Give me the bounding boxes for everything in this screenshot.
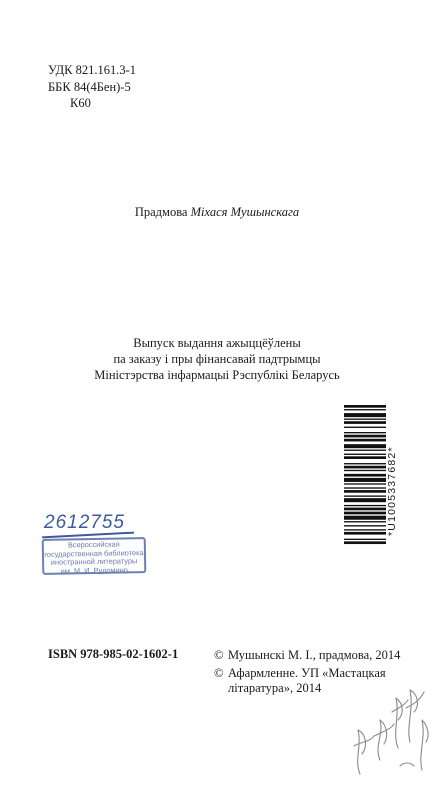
barcode-bar [344,419,386,420]
barcode-bar [344,470,386,471]
barcode-bar [344,539,386,540]
barcode-bar [344,444,386,448]
barcode-bar [344,432,386,433]
barcode-bar [344,532,386,535]
copyright-text-1: Мушынскі М. І., прадмова, 2014 [228,648,401,662]
barcode-bar [344,490,386,493]
isbn: ISBN 978-985-02-1602-1 [48,647,179,661]
udk-code: УДК 821.161.3-1 [48,63,136,77]
barcode-bar [344,427,386,428]
barcode-bar [344,478,386,482]
preface-author: Міхася Мушынскага [190,205,300,219]
barcode-bar [344,512,386,515]
barcode-bar [344,474,386,477]
bbk-code: ББК 84(4Бен)-5 [48,79,131,94]
barcode-bar [344,505,386,506]
barcode-bar [344,516,386,520]
barcode-bar [344,525,386,526]
barcode-bar [344,409,386,410]
notice-line-3: Міністэрства інфармацыі Рэспублікі Беларусь [94,368,340,382]
barcode-bar [344,439,386,442]
barcode-bar [344,483,386,484]
catalog-codes [48,62,136,112]
preface-prefix: Прадмова [134,205,191,219]
stamp-line-2: государственная библиотека [44,547,144,559]
library-stamp [42,537,147,575]
inventory-number: 2612755 [44,512,125,533]
barcode-bar [344,529,386,530]
barcode-bar [344,508,386,511]
notice-line-2: па заказу і пры фінансавай падтрымцы [113,352,321,366]
stamp-line-4: им. М. И. Рудомино [60,565,128,576]
copyright-sign: © [214,648,224,662]
stamp-line-3: иностранной литературы [50,556,138,567]
notice-line-1: Выпуск выдання ажыццёўлены [133,336,301,350]
barcode-bar [344,421,386,424]
pencil-annotation [340,650,434,780]
publication-notice [0,335,434,383]
barcode-bar [344,413,386,417]
barcode-bar [344,450,386,451]
barcode-bar [344,454,386,455]
preface-credit [0,205,434,220]
barcode [344,405,386,577]
barcode-bar [344,466,386,469]
barcode-bar [344,521,386,522]
barcode-bar [344,405,386,408]
barcode-bar [344,541,386,544]
barcode-bar [344,495,386,496]
barcode-bar [344,463,386,464]
author-mark: К60 [70,96,91,110]
stamp-line-1: Всероссийская [67,539,120,550]
copyright-text-2: Афармленне. УП «Мастацкая літаратура», 2014 [228,665,386,695]
barcode-bar [344,487,386,488]
barcode-digits: *U1005337682* [386,446,398,536]
copyright-sign: © [214,665,224,680]
barcode-bar [344,498,386,502]
barcode-bar [344,456,386,459]
barcode-bar [344,435,386,438]
